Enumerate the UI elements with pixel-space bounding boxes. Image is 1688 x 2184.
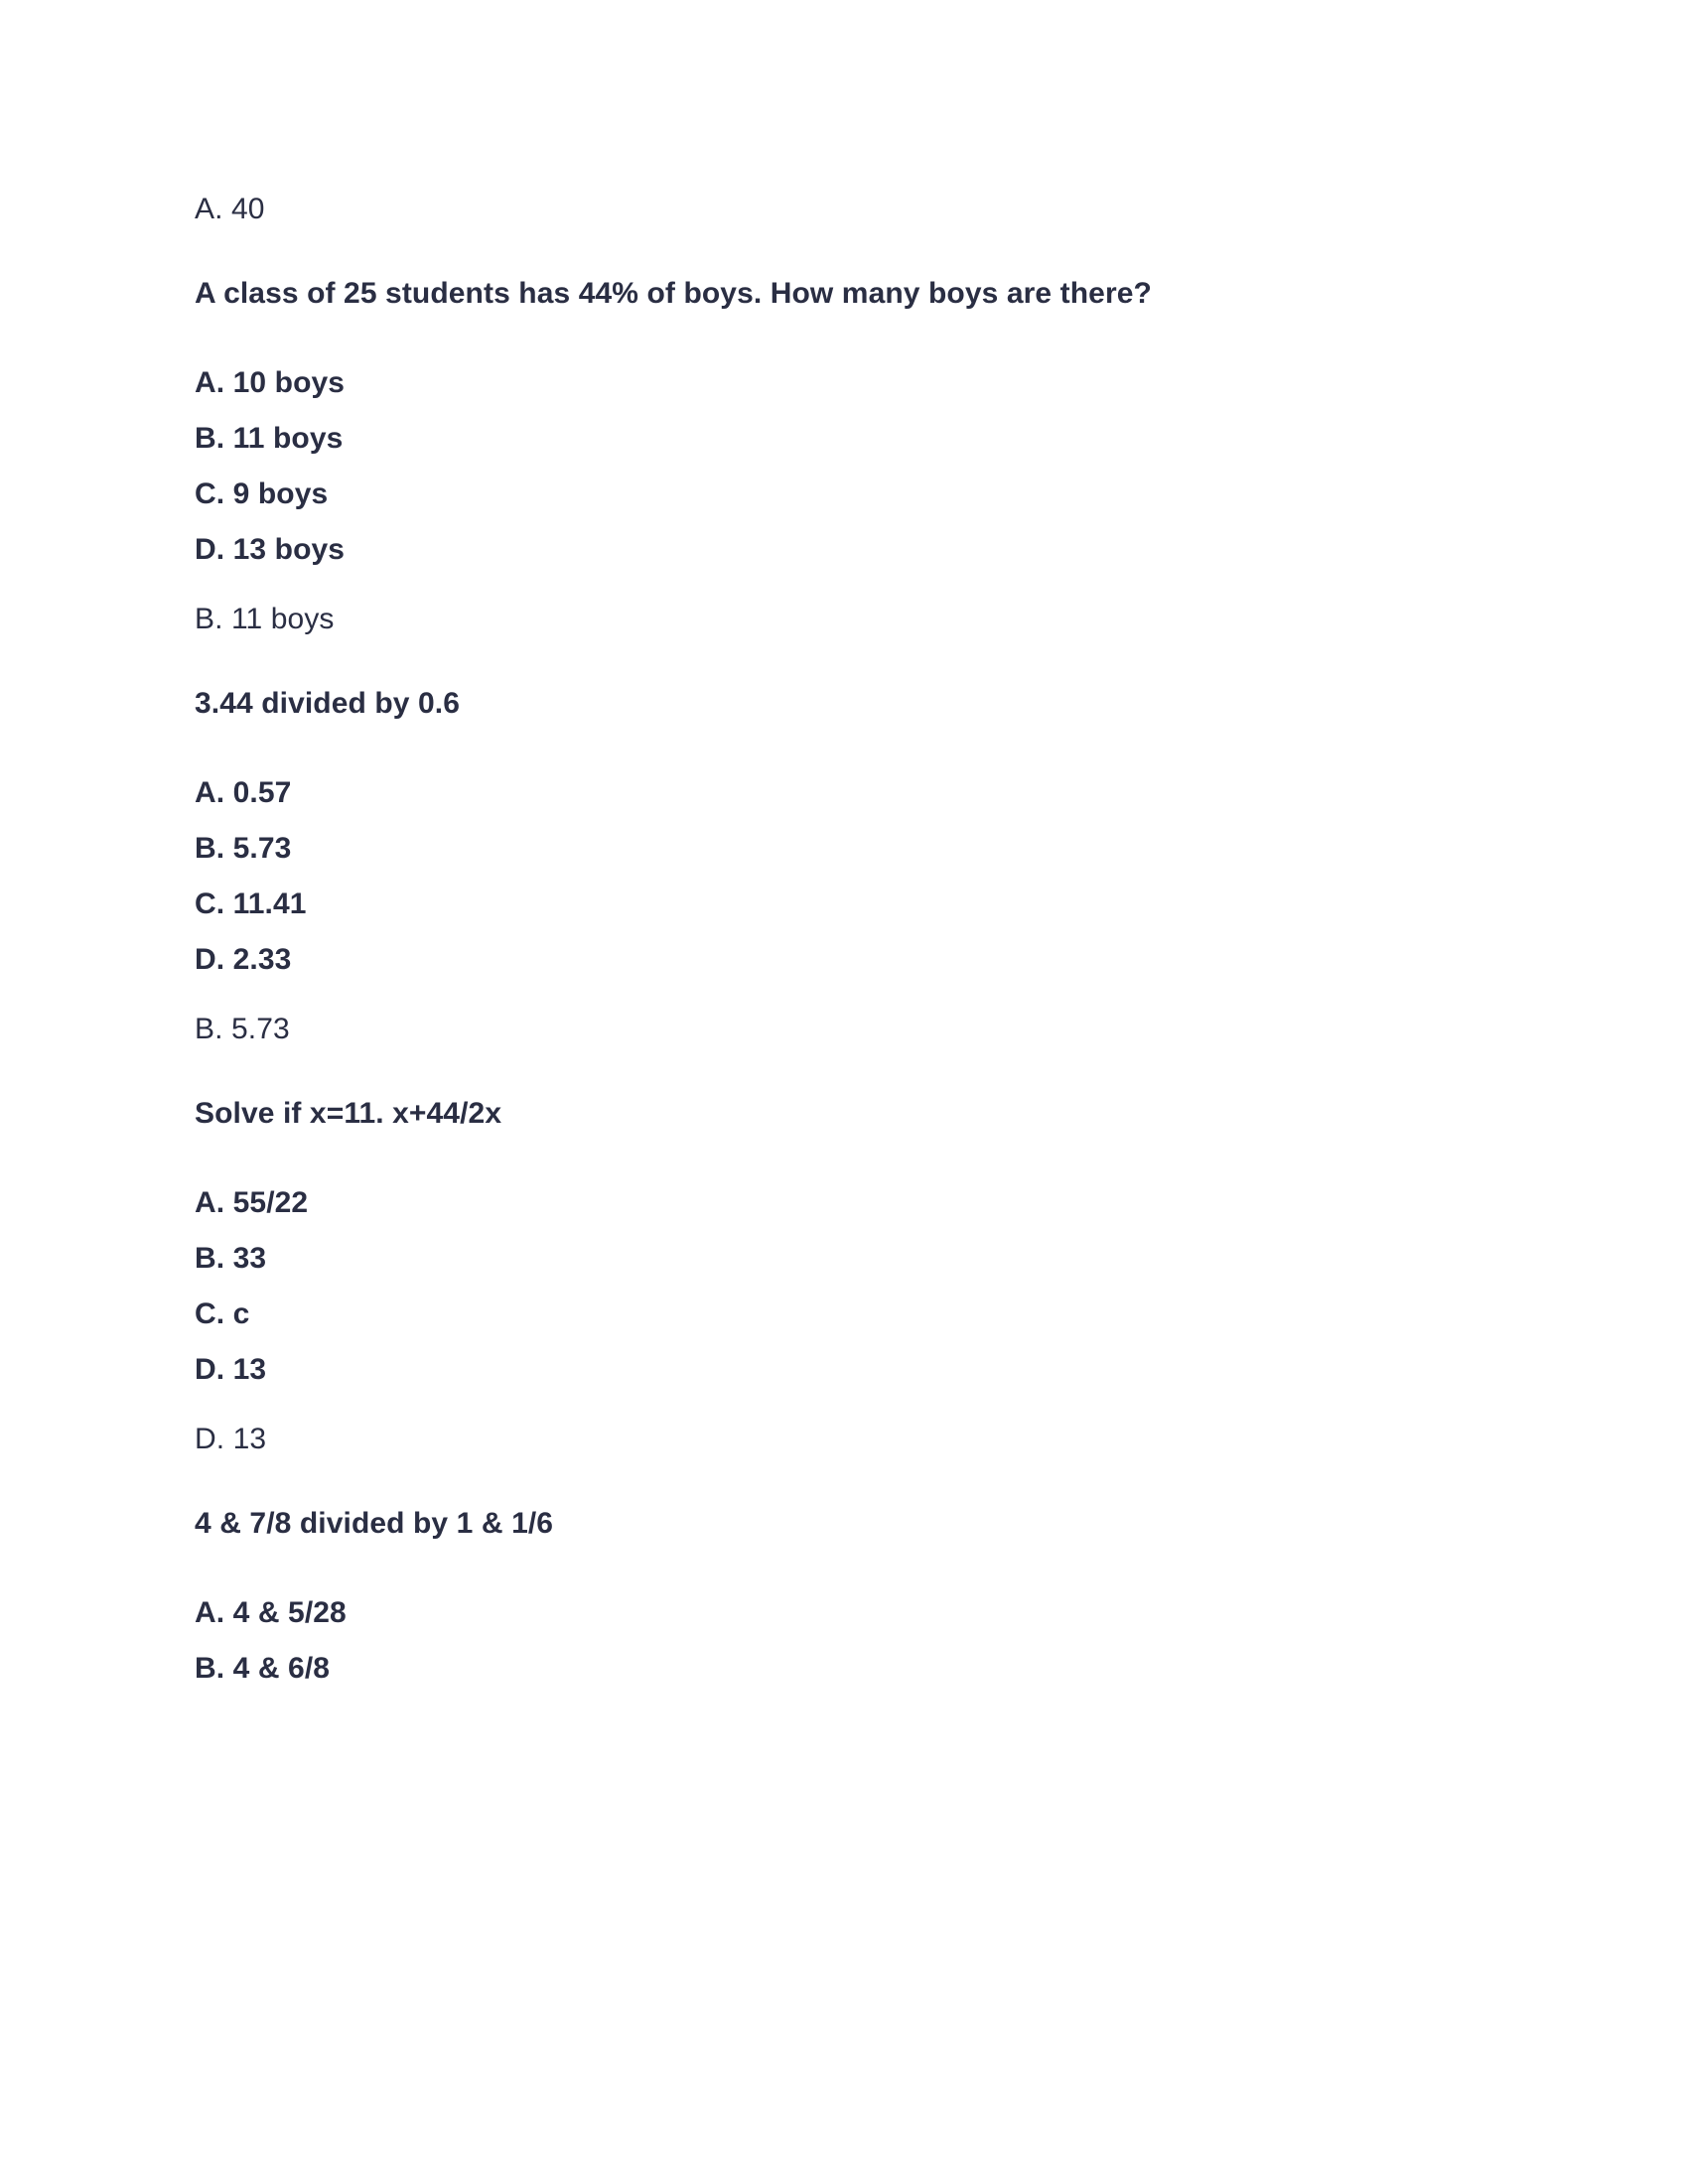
- spacer: [195, 1129, 1426, 1188]
- question-text: Solve if x=11. x+44/2x: [195, 1097, 502, 1130]
- document-body: [195, 195, 1426, 1684]
- option-item[interactable]: C. 11.41: [195, 887, 307, 920]
- option-item[interactable]: B. 5.73: [195, 832, 292, 865]
- question-block-2: [195, 689, 1426, 1044]
- option-item[interactable]: C. c: [195, 1297, 250, 1330]
- question-text: A class of 25 students has 44% of boys. How many boys are there?: [195, 277, 1152, 310]
- option-item[interactable]: D. 13: [195, 1353, 267, 1386]
- question-text: 4 & 7/8 divided by 1 & 1/6: [195, 1507, 554, 1540]
- answer-text: B. 11 boys: [195, 603, 335, 635]
- option-item[interactable]: D. 2.33: [195, 943, 292, 976]
- options-list: [195, 778, 1426, 975]
- option-item[interactable]: A. 4 & 5/28: [195, 1596, 347, 1629]
- spacer: [195, 224, 1426, 279]
- spacer: [195, 309, 1426, 368]
- answer-text: A. 40: [195, 193, 265, 225]
- leading-answer-block: [195, 195, 1426, 224]
- spacer: [195, 975, 1426, 1015]
- spacer: [195, 565, 1426, 605]
- question-block-4: [195, 1509, 1426, 1684]
- option-item[interactable]: B. 11 boys: [195, 422, 344, 455]
- question-block-1: [195, 279, 1426, 634]
- question-block-3: [195, 1099, 1426, 1454]
- spacer: [195, 1454, 1426, 1509]
- answer-text: B. 5.73: [195, 1013, 290, 1045]
- option-item[interactable]: A. 55/22: [195, 1186, 309, 1219]
- option-item[interactable]: A. 0.57: [195, 776, 292, 809]
- option-item[interactable]: B. 4 & 6/8: [195, 1652, 331, 1685]
- options-list: [195, 1598, 1426, 1684]
- spacer: [195, 1539, 1426, 1598]
- option-item[interactable]: A. 10 boys: [195, 366, 346, 399]
- option-item[interactable]: C. 9 boys: [195, 478, 329, 510]
- spacer: [195, 634, 1426, 689]
- option-item[interactable]: D. 13 boys: [195, 533, 346, 566]
- spacer: [195, 719, 1426, 778]
- question-text: 3.44 divided by 0.6: [195, 687, 461, 720]
- option-item[interactable]: B. 33: [195, 1242, 267, 1275]
- spacer: [195, 1044, 1426, 1099]
- options-list: [195, 1188, 1426, 1385]
- spacer: [195, 1385, 1426, 1425]
- answer-text: D. 13: [195, 1423, 267, 1455]
- options-list: [195, 368, 1426, 565]
